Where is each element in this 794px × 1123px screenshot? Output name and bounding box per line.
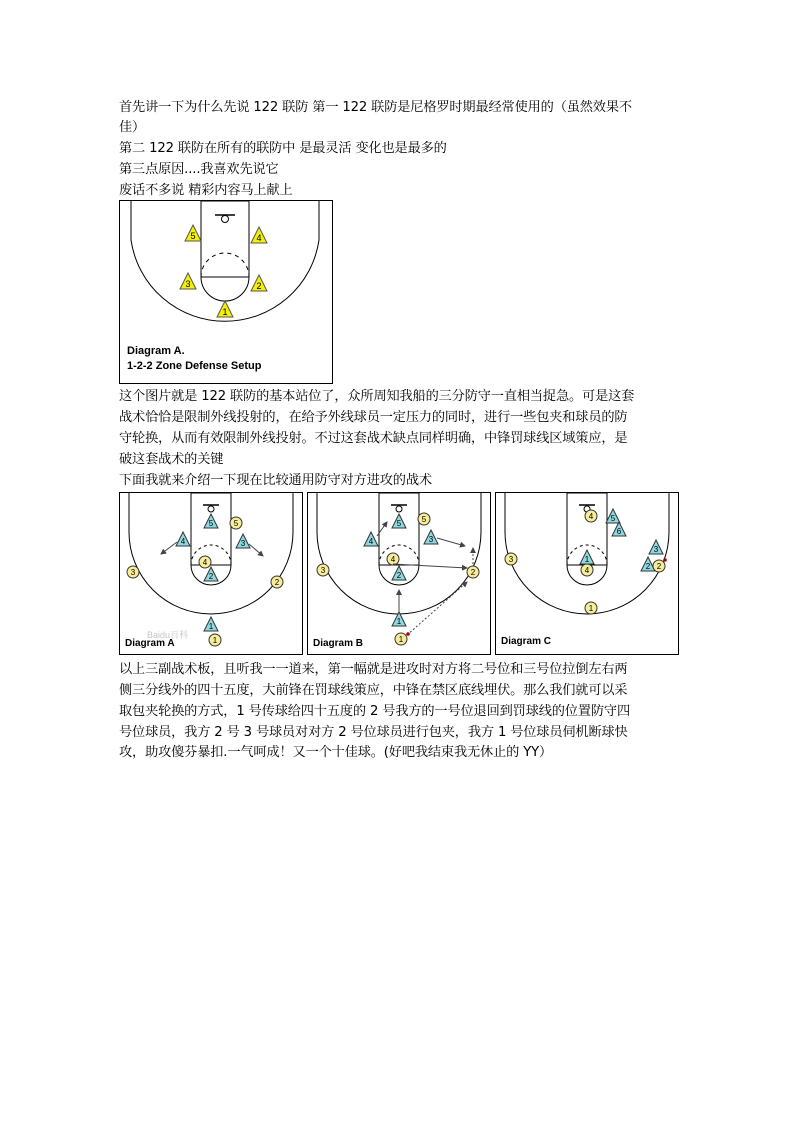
para2-line-1: 这个图片就是 122 联防的基本站位了，众所周知我船的三分防守一直相当捉急。可是这套 (119, 389, 635, 404)
svg-text:2: 2 (656, 562, 662, 571)
para3-line-3: 取包夹轮换的方式，1 号传球给四十五度的 2 号我方的一号位退回到罚球线的位置防守四 (119, 704, 630, 719)
svg-text:4: 4 (588, 512, 594, 521)
svg-text:5: 5 (610, 514, 616, 523)
intro-line-3: 第二 122 联防在所有的联防中 是最灵活 变化也是最多的 (119, 141, 447, 156)
svg-text:3: 3 (240, 539, 246, 548)
svg-text:5: 5 (208, 519, 214, 528)
svg-text:5: 5 (190, 231, 196, 241)
svg-text:1: 1 (584, 555, 590, 564)
diagram-row (119, 492, 681, 656)
svg-text:4: 4 (256, 233, 262, 243)
svg-text:4: 4 (180, 537, 186, 546)
para2-line-2: 战术恰恰是限制外线投射的，在给予外线球员一定压力的同时，进行一些包夹和球员的防 (119, 410, 628, 425)
diagram-a-1-2-2-setup (119, 200, 333, 384)
svg-text:1: 1 (208, 622, 214, 631)
svg-text:3: 3 (320, 566, 326, 575)
watermark: Baidu百科 (147, 630, 189, 640)
svg-text:4: 4 (368, 537, 374, 546)
intro-line-1: 首先讲一下为什么先说 122 联防 第一 122 联防是尼格罗时期最经常使用的（虽然效果不 (119, 100, 632, 115)
svg-text:3: 3 (428, 535, 434, 544)
svg-text:2: 2 (208, 572, 214, 581)
diagram-panel-c (496, 493, 679, 655)
svg-text:3: 3 (508, 555, 514, 564)
diagram-panel-b (308, 493, 491, 655)
svg-text:1: 1 (212, 636, 218, 645)
svg-text:3: 3 (653, 545, 659, 554)
para3-line-2: 侧三分线外的四十五度，大前锋在罚球线策应，中锋在禁区底线埋伏。那么我们就可以采 (119, 683, 628, 698)
diagram-panel-a (120, 493, 303, 655)
svg-text:6: 6 (616, 527, 622, 536)
svg-text:1: 1 (588, 604, 594, 613)
svg-text:3: 3 (130, 568, 136, 577)
para2-line-4: 破这套战术的关键 (119, 452, 224, 467)
panel-a-label: Diagram A (125, 638, 175, 649)
svg-text:2: 2 (274, 578, 280, 587)
svg-text:4: 4 (584, 566, 590, 575)
svg-text:4: 4 (202, 558, 208, 567)
para3-line-1: 以上三副战术板，且听我一一道来，第一幅就是进攻时对方将二号位和三号位拉倒左右两 (119, 662, 628, 677)
intro-line-2: 佳） (119, 120, 146, 135)
para3-line-4: 号位球员，我方 2 号 3 号球员对对方 2 号位球员进行包夹，我方 1 号位球员伺机断球快 (119, 725, 628, 740)
panel-b-label: Diagram B (313, 638, 364, 649)
intro-line-4: 第三点原因....我喜欢先说它 (119, 162, 279, 177)
svg-text:4: 4 (390, 555, 396, 564)
svg-text:2: 2 (645, 562, 651, 571)
svg-text:2: 2 (396, 571, 402, 580)
svg-text:5: 5 (233, 519, 239, 528)
svg-text:5: 5 (396, 519, 402, 528)
para2-line-3: 守轮换，从而有效限制外线投射。不过这套战术缺点同样明确，中锋罚球线区域策应，是 (119, 431, 628, 446)
diagram-a-title-2: 1-2-2 Zone Defense Setup (127, 360, 262, 372)
svg-text:5: 5 (421, 515, 427, 524)
svg-text:1: 1 (222, 307, 228, 317)
svg-text:1: 1 (396, 617, 402, 626)
svg-text:1: 1 (398, 635, 404, 644)
intro-line-5: 废话不多说 精彩内容马上献上 (119, 183, 293, 198)
svg-text:3: 3 (185, 279, 191, 289)
para3-line-5: 攻，助攻傻芬暴扣.一气呵成！又一个十佳球。(好吧我结束我无休止的 YY） (119, 745, 553, 760)
svg-text:2: 2 (256, 281, 262, 291)
diagram-a-title-1: Diagram A. (127, 345, 185, 357)
panel-c-label: Diagram C (501, 636, 552, 647)
svg-text:2: 2 (470, 568, 476, 577)
para2-line-5: 下面我就来介绍一下现在比较通用防守对方进攻的战术 (119, 473, 432, 488)
